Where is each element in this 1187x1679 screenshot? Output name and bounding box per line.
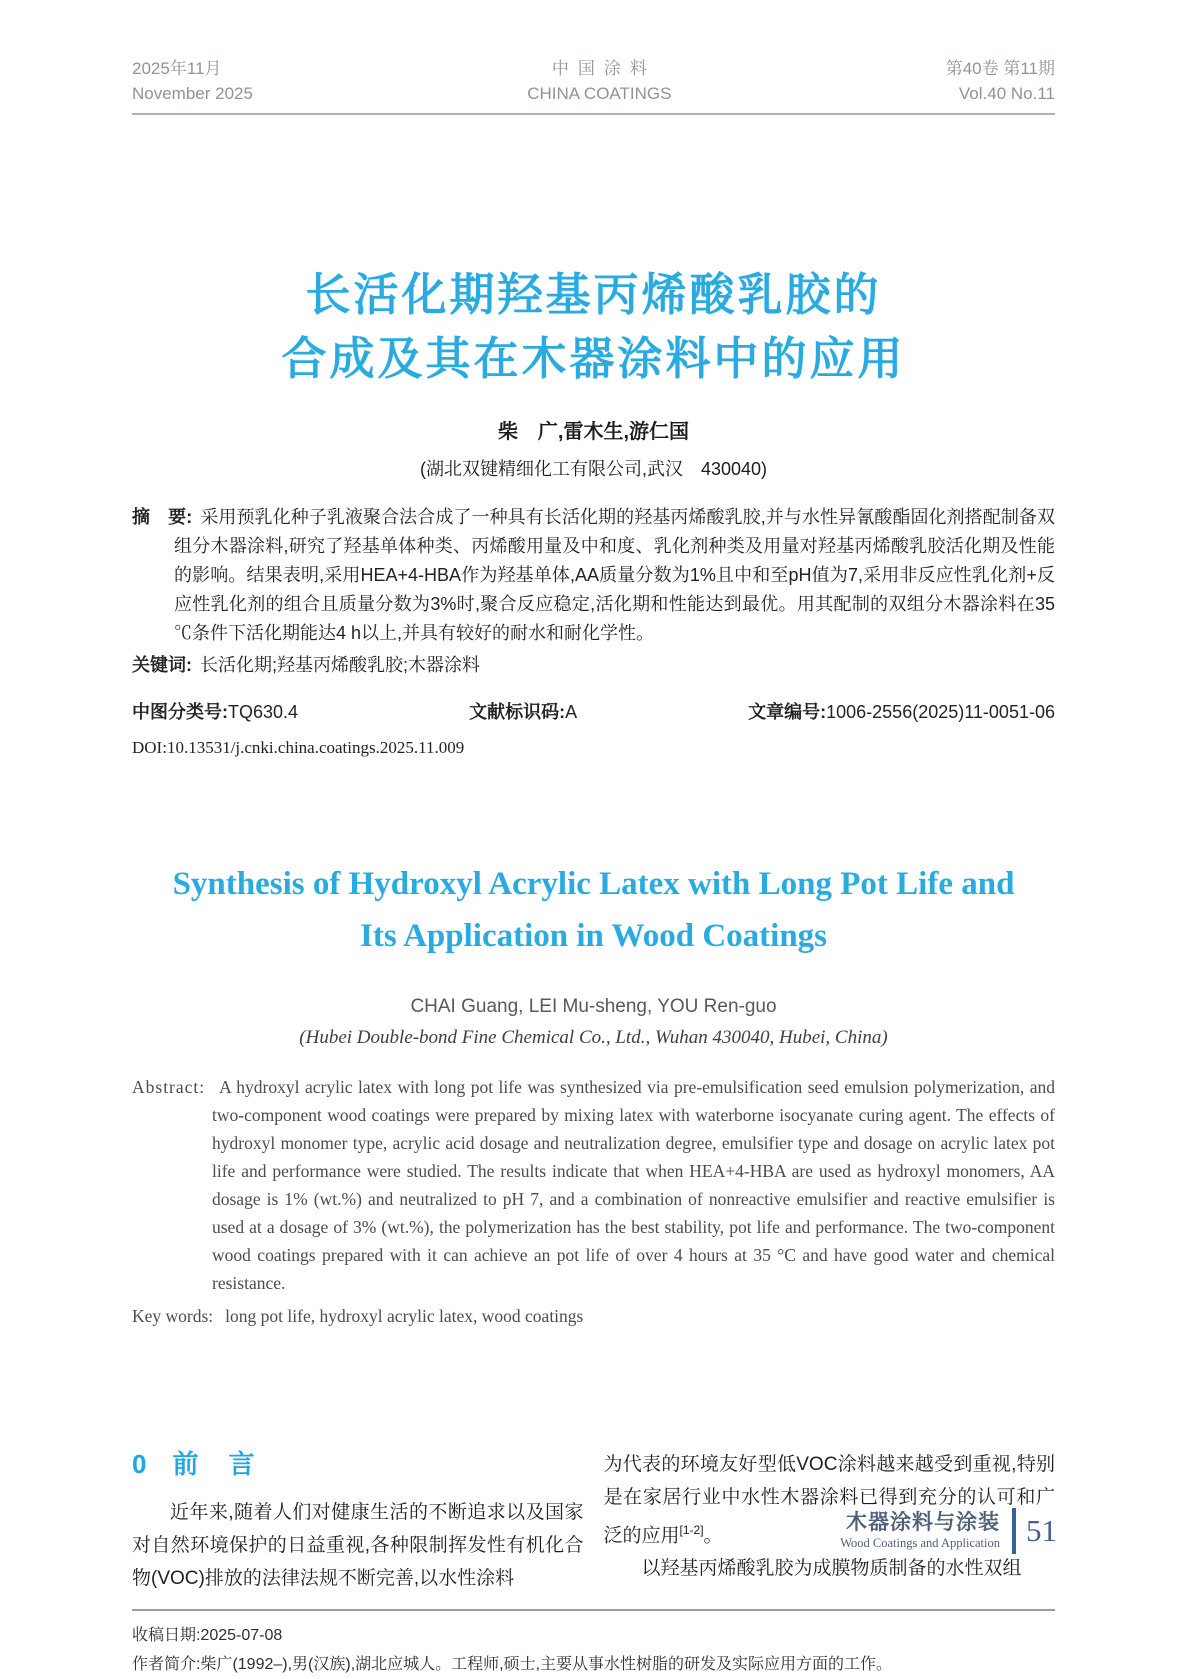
document-code xyxy=(469,698,577,724)
classification-row xyxy=(132,698,1055,724)
received-date xyxy=(132,1621,1055,1650)
footer-divider-bar xyxy=(1012,1508,1016,1554)
article-title-en xyxy=(132,858,1055,962)
intro-right-1-period: 。 xyxy=(703,1525,723,1547)
header-divider xyxy=(132,113,1055,115)
article-id-value: 1006-2556(2025)11-0051-06 xyxy=(826,702,1055,722)
author-bio-label: 作者简介: xyxy=(132,1656,201,1673)
article-id-label: 文章编号: xyxy=(748,702,827,722)
clc-label: 中图分类号: xyxy=(132,702,228,722)
doc-code-label: 文献标识码: xyxy=(469,702,566,722)
keywords-cn-label: 关键词: xyxy=(132,655,192,675)
keywords-en-text: long pot life, hydroxyl acrylic latex, wood coatings xyxy=(225,1306,584,1326)
journal-name-cn: 中国涂料 xyxy=(551,59,656,78)
intro-left-column xyxy=(132,1448,584,1595)
footnote-divider xyxy=(132,1609,1055,1611)
page-number: 51 xyxy=(1026,1513,1057,1548)
received-value: 2025-07-08 xyxy=(200,1627,283,1644)
header-date-cn: 2025年11月 xyxy=(132,59,222,78)
abstract-en-label: Abstract: xyxy=(132,1077,206,1097)
clc-value: TQ630.4 xyxy=(228,702,299,722)
author-bio-text: 柴广(1992–),男(汉族),湖北应城人。工程师,硕士,主要从事水性树脂的研发及实际应用方面的工作。 xyxy=(200,1656,893,1673)
doi: DOI:10.13531/j.cnki.china.coatings.2025.11.009 xyxy=(132,738,465,757)
keywords-en-label: Key words: xyxy=(132,1306,214,1326)
header-journal-name xyxy=(527,56,671,106)
section-title: 前 言 xyxy=(172,1449,257,1479)
column-name-cn: 木器涂料与涂装 xyxy=(846,1510,1000,1534)
journal-name-en: CHINA COATINGS xyxy=(527,84,672,103)
affiliation-cn: (湖北双键精细化工有限公司,武汉 430040) xyxy=(419,459,768,479)
header-issue xyxy=(946,56,1055,106)
intro-paragraph-right-2: 以羟基丙烯酸乳胶为成膜物质制备的水性双组 xyxy=(641,1558,1022,1580)
section-0-heading xyxy=(132,1448,584,1480)
article-title-cn-line1: 长活化期羟基丙烯酸乳胶的 xyxy=(305,269,882,320)
intro-paragraph-left: 近年来,随着人们对健康生活的不断追求以及国家对自然环境保护的日益重视,各种限制挥发性有机化合物(VOC)排放的法律法规不断完善,以水性涂料 xyxy=(132,1502,584,1589)
issue-cn: 第40卷 第11期 xyxy=(945,59,1055,78)
footnote-block xyxy=(132,1621,1055,1679)
keywords-en xyxy=(132,1302,1055,1330)
clc-number xyxy=(132,698,298,724)
keywords-cn-text: 长活化期;羟基丙烯酸乳胶;木器涂料 xyxy=(200,655,481,675)
header-date xyxy=(132,56,253,106)
intro-right-1-text: 为代表的环境友好型低VOC涂料越来越受到重视,特别是在家居行业中水性木器涂料已得到充分的认可和广泛的应用 xyxy=(603,1454,1055,1547)
column-name-en: Wood Coatings and Application xyxy=(840,1535,1000,1550)
journal-header xyxy=(132,0,1055,106)
article-title-cn xyxy=(132,263,1055,391)
abstract-en-text: A hydroxyl acrylic latex with long pot life was synthesized via pre-emulsification seed emulsion polymerization, and two-component wood coatings were prepared by mixing latex with waterborne isocyanate curing agent. The effects of hydroxyl monomer type, acrylic acid dosage and neutralization degree, emulsifier type and dosage on acrylic latex pot life and performance were studied. The results indicate that when HEA+4-HBA are used as hydroxyl monomers, AA dosage is 1% (wt.%) and neutralized to pH 7, and a combination of nonreactive emulsifier and reactive emulsifier is used at a dosage of 3% (wt.%), the polymerization has the best stability, pot life and performance. The two-component wood coatings prepared with it can achieve an pot life of over 4 hours at 35 °C and have good water and chemical resistance. xyxy=(212,1077,1055,1293)
article-title-en-line2: Its Application in Wood Coatings xyxy=(359,918,828,954)
abstract-cn-label: 摘 要: xyxy=(132,507,193,527)
authors-en: CHAI Guang, LEI Mu-sheng, YOU Ren-guo xyxy=(410,996,777,1017)
page-footer xyxy=(840,1508,1057,1554)
doc-code-value: A xyxy=(565,702,578,722)
header-date-en: November 2025 xyxy=(132,84,253,103)
column-name xyxy=(840,1511,1000,1552)
article-title-cn-line2: 合成及其在木器涂料中的应用 xyxy=(281,333,906,384)
issue-en: Vol.40 No.11 xyxy=(958,84,1055,103)
author-bio xyxy=(132,1650,1055,1679)
article-title-en-line1: Synthesis of Hydroxyl Acrylic Latex with Long Pot Life and xyxy=(172,866,1015,902)
citation-superscript: [1-2] xyxy=(679,1523,704,1537)
abstract-en xyxy=(132,1073,1055,1297)
abstract-cn-text: 采用预乳化种子乳液聚合法合成了一种具有长活化期的羟基丙烯酸乳胶,并与水性异氰酸酯固化剂搭配制备双组分木器涂料,研究了羟基单体种类、丙烯酸用量及中和度、乳化剂种类及用量对羟基丙烯酸乳胶活化期及性能的影响。结果表明,采用HEA+4-HBA作为羟基单体,AA质量分数为1%且中和至pH值为7,采用非反应性乳化剂+反应性乳化剂的组合且质量分数为3%时,聚合反应稳定,活化期和性能达到最优。用其配制的双组分木器涂料在35 ℃条件下活化期能达4 h以上,并具有较好的耐水和耐化学性。 xyxy=(174,507,1055,643)
section-number: 0 xyxy=(132,1449,147,1479)
keywords-cn xyxy=(132,651,1055,680)
received-label: 收稿日期: xyxy=(132,1627,201,1644)
abstract-cn xyxy=(132,503,1055,648)
authors-cn: 柴 广,雷木生,游仁国 xyxy=(497,421,690,443)
affiliation-en: (Hubei Double-bond Fine Chemical Co., Ltd., Wuhan 430040, Hubei, China) xyxy=(299,1027,888,1048)
article-id xyxy=(748,698,1055,724)
